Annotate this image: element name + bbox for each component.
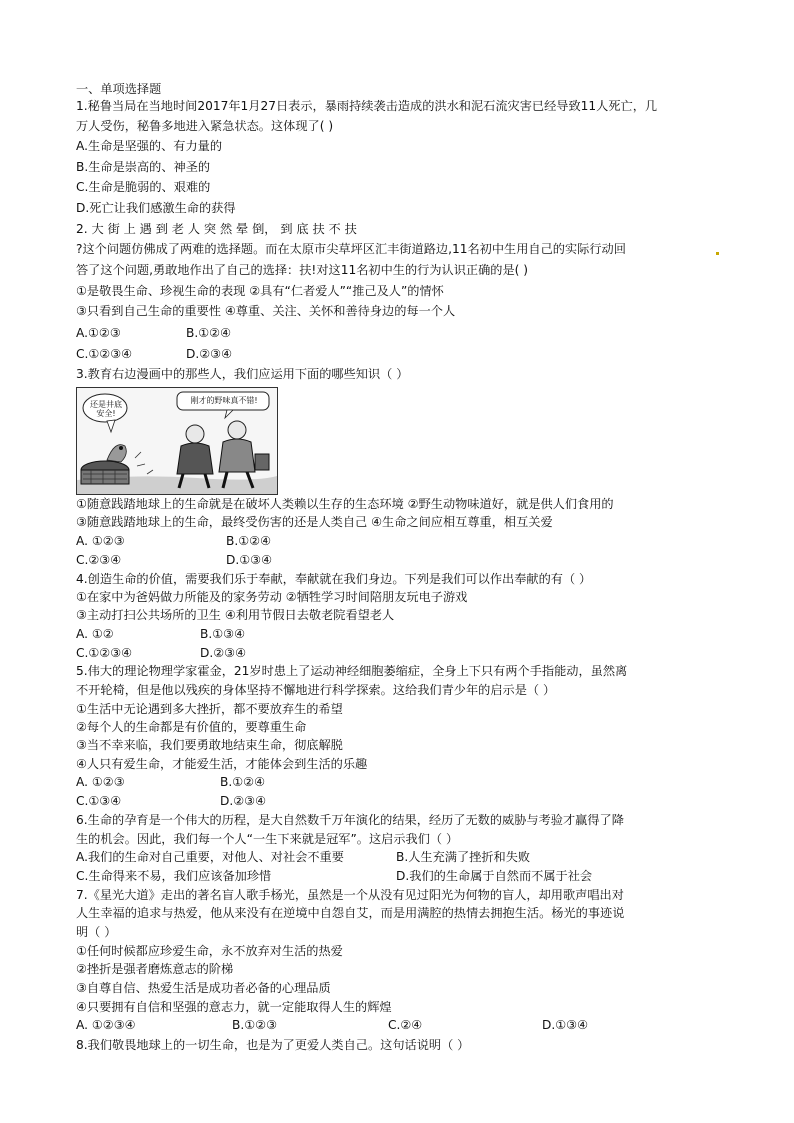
- q4-option-b: B.①③④: [200, 627, 246, 641]
- q1-option-d: D.死亡让我们感激生命的获得: [76, 201, 236, 215]
- cartoon-bubble-right: 刚才的野味真不错!: [190, 396, 258, 405]
- q7-option-c: C.②④: [388, 1018, 423, 1032]
- decorative-dot: [716, 252, 719, 255]
- q1-stem-line2: 万人受伤，秘鲁多地进入紧急状态。这体现了( ): [76, 119, 334, 133]
- q2-stem-line2: ?这个问题仿佛成了两难的选择题。而在太原市尖草坪区汇丰街道路边,11名初中生用自己的实际行动回: [76, 242, 626, 256]
- q5-option-d: D.②③④: [220, 794, 267, 808]
- q5-statement-1: ①生活中无论遇到多大挫折，都不要放弃生的希望: [76, 702, 343, 716]
- q6-option-a: A.我们的生命对自己重要，对他人、对社会不重要: [76, 850, 344, 864]
- cartoon-bubble-left: 还是井底安全!: [90, 400, 122, 418]
- q4-option-d: D.②③④: [200, 646, 247, 660]
- cartoon-illustration: [76, 387, 278, 495]
- q7-stem-line2: 人生幸福的追求与热爱，他从来没有在逆境中自怨自艾，而是用满腔的热情去拥抱生活。杨光的事迹说: [76, 906, 625, 920]
- q7-option-b: B.①②③: [232, 1018, 278, 1032]
- q5-stem-line1: 5.伟大的理论物理学家霍金，21岁时患上了运动神经细胞萎缩症，全身上下只有两个手指能动，虽然离: [76, 664, 628, 678]
- q1-option-a: A.生命是坚强的、有力量的: [76, 139, 223, 153]
- q2-statement-line2: ③只看到自己生命的重要性 ④尊重、关注、关怀和善待身边的每一个人: [76, 304, 456, 318]
- q4-statement-line1: ①在家中为爸妈做力所能及的家务劳动 ②牺牲学习时间陪朋友玩电子游戏: [76, 590, 468, 604]
- q7-option-d: D.①③④: [542, 1018, 589, 1032]
- q7-stem-line3: 明（ ）: [76, 925, 117, 939]
- q2-stem-line1: 2. 大 街 上 遇 到 老 人 突 然 晕 倒， 到 底 扶 不 扶: [76, 222, 357, 236]
- q4-option-a: A. ①②: [76, 627, 114, 641]
- section-title: 一、单项选择题: [76, 82, 162, 96]
- q2-option-b: B.①②④: [186, 326, 232, 340]
- q2-option-c: C.①②③④: [76, 347, 133, 361]
- q2-option-d: D.②③④: [186, 347, 233, 361]
- q7-statement-1: ①任何时候都应珍爱生命，永不放弃对生活的热爱: [76, 944, 343, 958]
- q8-stem-line1: 8.我们敬畏地球上的一切生命，也是为了更爱人类自己。这句话说明（ ）: [76, 1038, 470, 1052]
- q3-option-b: B.①②④: [226, 534, 272, 548]
- q7-option-a: A. ①②③④: [76, 1018, 136, 1032]
- q6-stem-line1: 6.生命的孕育是一个伟大的历程，是大自然数千万年演化的结果，经历了无数的威胁与考验才赢得了降: [76, 813, 624, 827]
- q7-statement-4: ④只要拥有自信和坚强的意志力，就一定能取得人生的辉煌: [76, 1000, 392, 1014]
- q3-option-a: A. ①②③: [76, 534, 125, 548]
- q1-option-b: B.生命是崇高的、神圣的: [76, 160, 211, 174]
- q3-option-d: D.①③④: [226, 553, 273, 567]
- q5-statement-2: ②每个人的生命都是有价值的，要尊重生命: [76, 720, 307, 734]
- q3-statement-line1: ①随意践踏地球上的生命就是在破坏人类赖以生存的生态环境 ②野生动物味道好，就是供人们食用的: [76, 497, 614, 511]
- q2-option-a: A.①②③: [76, 326, 121, 340]
- q6-option-d: D.我们的生命属于自然而不属于社会: [396, 869, 593, 883]
- q5-statement-4: ④人只有爱生命，才能爱生活，才能体会到生活的乐趣: [76, 757, 368, 771]
- q6-option-c: C.生命得来不易，我们应该备加珍惜: [76, 869, 272, 883]
- q6-stem-line2: 生的机会。因此，我们每一个人“一生下来就是冠军”。这启示我们（ ）: [76, 832, 459, 846]
- q7-statement-3: ③自尊自信、热爱生活是成功者必备的心理品质: [76, 981, 331, 995]
- q7-stem-line1: 7.《星光大道》走出的著名盲人歌手杨光，虽然是一个从没有见过阳光为何物的盲人，却用歌声唱出对: [76, 888, 624, 902]
- q5-stem-line2: 不开轮椅，但是他以残疾的身体坚持不懈地进行科学探索。这给我们青少年的启示是（ ）: [76, 683, 556, 697]
- q5-option-c: C.①③④: [76, 794, 122, 808]
- q6-option-b: B.人生充满了挫折和失败: [396, 850, 531, 864]
- q5-option-a: A. ①②③: [76, 775, 125, 789]
- q1-stem-line1: 1.秘鲁当局在当地时间2017年1月27日表示，暴雨持续袭击造成的洪水和泥石流灾害已经导致11人死亡，几: [76, 99, 658, 113]
- q3-statement-line2: ③随意践踏地球上的生命，最终受伤害的还是人类自己 ④生命之间应相互尊重，相互关爱: [76, 515, 553, 529]
- q3-option-c: C.②③④: [76, 553, 122, 567]
- q5-option-b: B.①②④: [220, 775, 266, 789]
- q4-option-c: C.①②③④: [76, 646, 133, 660]
- q2-statement-line1: ①是敬畏生命、珍视生命的表现 ②具有“仁者爱人”“推己及人”的情怀: [76, 284, 444, 298]
- q5-statement-3: ③当不幸来临，我们要勇敢地结束生命，彻底解脱: [76, 738, 343, 752]
- q1-option-c: C.生命是脆弱的、艰难的: [76, 180, 211, 194]
- q4-stem-line1: 4.创造生命的价值，需要我们乐于奉献，奉献就在我们身边。下列是我们可以作出奉献的有（ ）: [76, 572, 592, 586]
- q2-stem-line3: 答了这个问题,勇敢地作出了自己的选择：扶!对这11名初中生的行为认识正确的是( ): [76, 263, 529, 277]
- q3-stem-line1: 3.教育右边漫画中的那些人，我们应运用下面的哪些知识（ ）: [76, 367, 409, 381]
- q7-statement-2: ②挫折是强者磨炼意志的阶梯: [76, 962, 234, 976]
- q4-statement-line2: ③主动打扫公共场所的卫生 ④利用节假日去敬老院看望老人: [76, 608, 395, 622]
